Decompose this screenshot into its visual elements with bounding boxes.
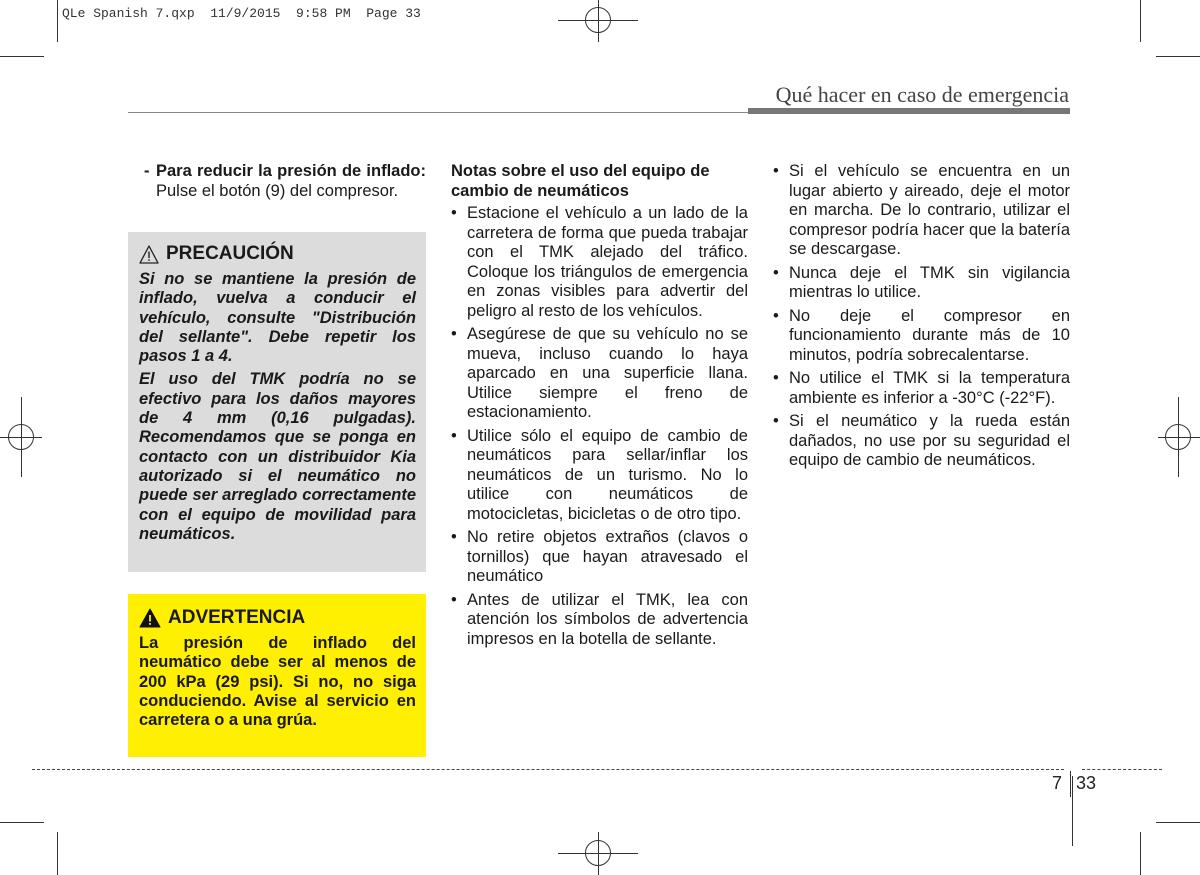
bullet: • bbox=[773, 306, 779, 325]
list-item-text: No retire objetos extraños (clavos o tornillos) que hayan atravesado el neumático bbox=[467, 528, 748, 585]
left-column bbox=[128, 162, 426, 201]
list-item-text: No deje el compresor en funcionamiento durante más de 10 minutos, podría sobrecalentarse. bbox=[789, 306, 1070, 364]
bullet: • bbox=[773, 162, 779, 180]
item-bold-label: Para reducir la presión de inflado: bbox=[156, 162, 426, 180]
print-slug: QLe Spanish 7.qxp 11/9/2015 9:58 PM Page 33 bbox=[62, 6, 421, 21]
list-item-text: Asegúrese de que su vehículo no se mueva, incluso cuando lo haya aparcado en una superficie llana. Utilice siempre el freno de estacionamiento. bbox=[467, 325, 748, 421]
warning-box bbox=[128, 594, 426, 757]
list-item-text: Si el vehículo se encuentra en un lugar abierto y aireado, deje el motor en marcha. De lo contrario, utilizar el compresor podría hacer que la batería se descargase. bbox=[789, 162, 1070, 258]
caution-box bbox=[128, 232, 426, 572]
list-item-text: Utilice sólo el equipo de cambio de neumáticos para sellar/inflar los neumáticos de un turismo. No lo utilice con neumáticos de motocicletas, bicicletas o de otro tipo. bbox=[467, 426, 748, 523]
warning-title bbox=[139, 606, 416, 630]
list-item bbox=[451, 591, 748, 650]
chapter-number: 7 bbox=[1052, 773, 1063, 793]
list-item-text: Estacione el vehículo a un lado de la carretera de forma que pueda trabajar con el TMK alejado del tráfico. Coloque los triángulos de emergencia en zonas visibles para advertir del peligro al resto de los vehículos. bbox=[467, 204, 748, 320]
list-item bbox=[451, 325, 748, 423]
warning-filled-triangle-icon bbox=[139, 608, 161, 628]
page-number: 33 bbox=[1076, 773, 1097, 793]
warning-title-text: ADVERTENCIA bbox=[168, 607, 306, 628]
header-rule-thick bbox=[748, 108, 1070, 114]
list-item bbox=[773, 412, 1070, 471]
bullet: • bbox=[451, 325, 457, 343]
notes-title: Notas sobre el uso del equipo de cambio de neumáticos bbox=[451, 162, 710, 200]
bullet: • bbox=[451, 528, 457, 546]
list-item-text: Si el neumático y la rueda están dañados, no use por su seguridad el equipo de cambio de neumáticos. bbox=[789, 412, 1070, 469]
bullet: • bbox=[451, 590, 457, 609]
list-item bbox=[773, 307, 1070, 366]
bullet: • bbox=[773, 369, 779, 387]
caution-title-text: PRECAUCIÓN bbox=[166, 243, 294, 264]
list-item bbox=[773, 264, 1070, 303]
right-column bbox=[773, 162, 1070, 475]
list-item bbox=[128, 162, 426, 201]
list-item bbox=[451, 427, 748, 525]
bullet: • bbox=[773, 412, 779, 430]
bullet: • bbox=[451, 204, 457, 222]
list-item-text: No utilice el TMK si la temperatura ambiente es inferior a -30°C (-22°F). bbox=[789, 369, 1070, 407]
footer-dotted-rule bbox=[32, 769, 1064, 770]
section-title: Qué hacer en caso de emergencia bbox=[775, 82, 1069, 107]
caution-paragraph: Si no se mantiene la presión de inflado, vuelva a conducir el vehículo, consulte "Distribución del sellante". Debe repetir los pasos 1 a 4. bbox=[139, 270, 416, 366]
list-item bbox=[451, 528, 748, 587]
item-text: Pulse el botón (9) del compresor. bbox=[156, 181, 399, 200]
footer-dotted-rule-right bbox=[1082, 769, 1162, 770]
header-rule bbox=[128, 112, 748, 113]
page-number-separator bbox=[1070, 771, 1071, 797]
list-item bbox=[773, 162, 1070, 260]
list-item-text: Nunca deje el TMK sin vigilancia mientras lo utilice. bbox=[789, 263, 1070, 301]
dash-marker: - bbox=[144, 162, 150, 180]
warning-triangle-icon bbox=[139, 245, 159, 264]
warning-text: La presión de inflado del neumático debe ser al menos de 200 kPa (29 psi). Si no, no siga conduciendo. Avise al servicio en carretera o a una grúa. bbox=[139, 634, 416, 730]
caution-title bbox=[139, 242, 416, 266]
caution-paragraph: El uso del TMK podría no se efectivo para los daños mayores de 4 mm (0,16 pulgadas). Recomendamos que se ponga en contacto con un distribuidor Kia autorizado si el neumático no puede ser arreglado correctamente con el equipo de movilidad para neumáticos. bbox=[139, 370, 416, 543]
list-item bbox=[773, 369, 1070, 408]
bullet: • bbox=[773, 263, 779, 282]
middle-column bbox=[451, 162, 748, 653]
bullet: • bbox=[451, 426, 457, 445]
list-item-text: Antes de utilizar el TMK, lea con atención los símbolos de advertencia impresos en la botella de sellante. bbox=[467, 590, 748, 648]
list-item bbox=[451, 204, 748, 321]
